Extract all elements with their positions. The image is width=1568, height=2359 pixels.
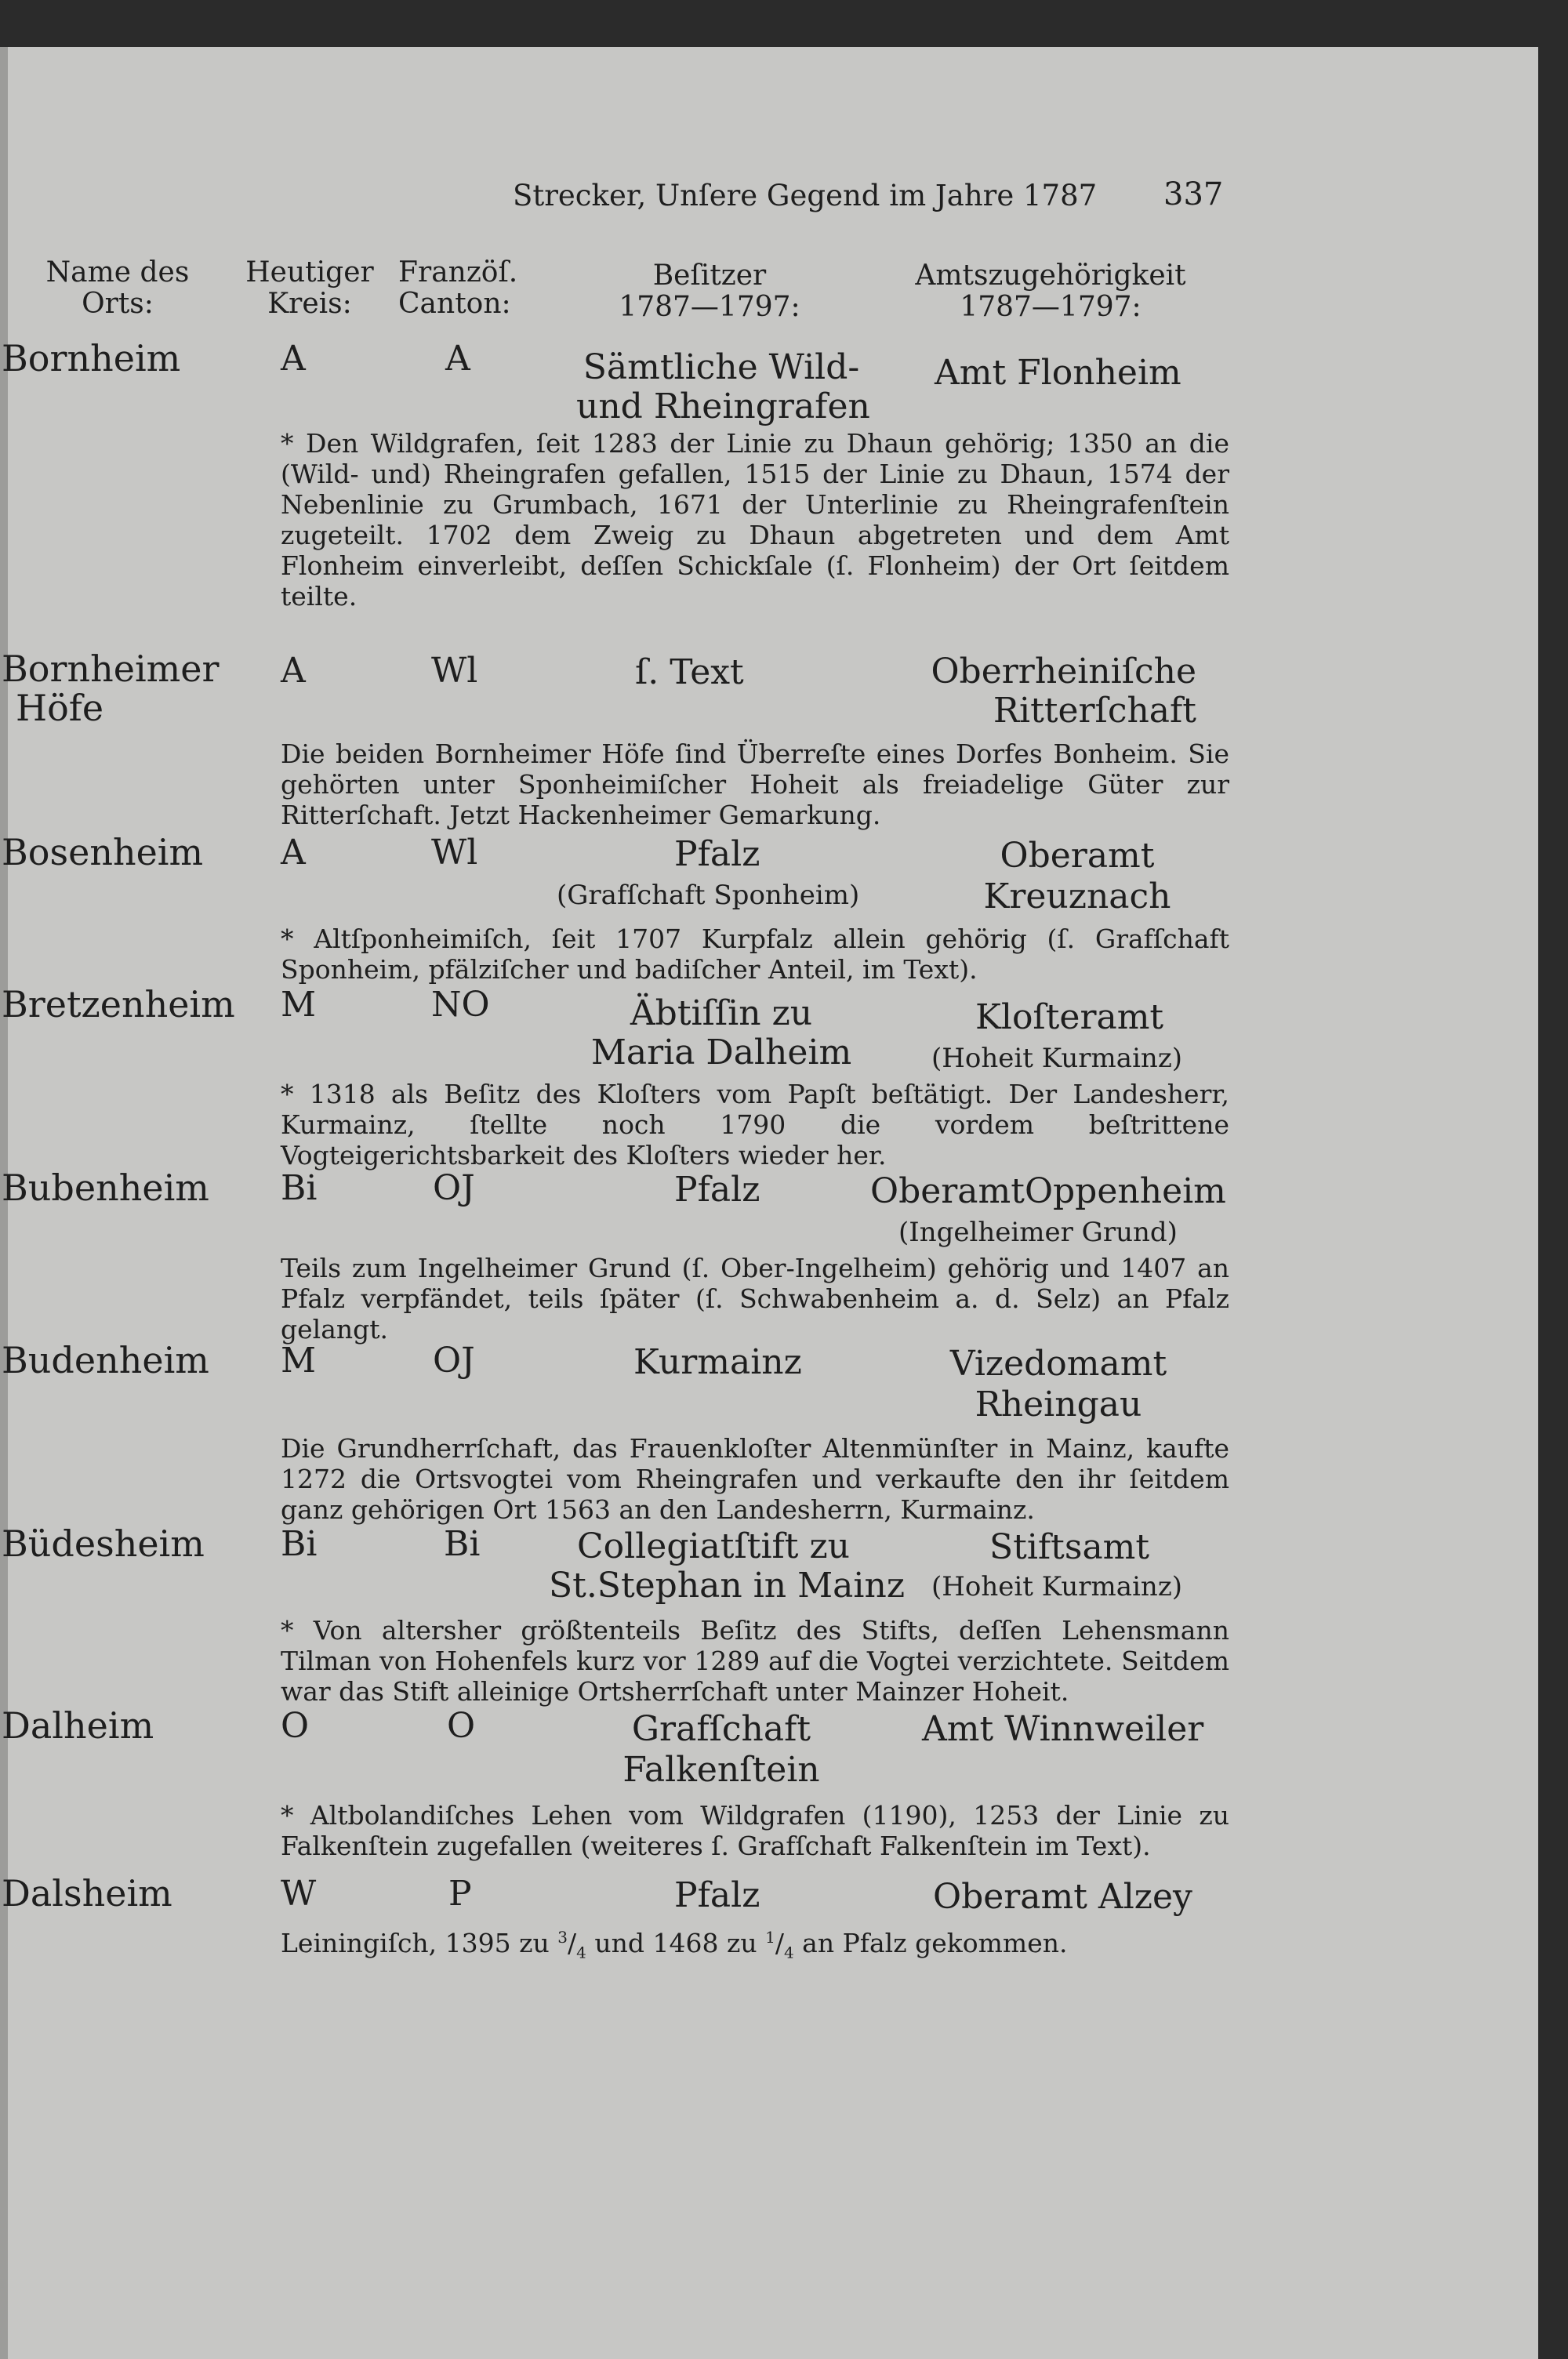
place-name: Bubenheim [2, 1167, 209, 1209]
canton-value: Bi [444, 1524, 481, 1564]
amt-detail: (Ingelheimer Grund) [898, 1217, 1178, 1248]
kreis-value: A [281, 339, 306, 379]
running-title: Strecker, Unſere Gegend im Jahre 1787 [513, 179, 1098, 212]
column-heading-canton: Franzöſ. Canton: [398, 256, 518, 320]
fraction-denominator: 4 [576, 1943, 586, 1962]
entry-description: * Von altersher größtenteils Beſitz des Stifts, deſſen Lehensmann Tilman von Hohenfels kurz vor 1289 auf die Vogtei verzichtete. Seitdem war das Stift alleinige Ortsherrſchaft unter Mainzer Hoheit. [281, 1615, 1229, 1707]
place-name: Dalheim [2, 1704, 154, 1747]
kreis-value: A [281, 833, 306, 873]
column-heading-besitzer: Beſitzer 1787—1797: [619, 259, 800, 323]
canton-value: P [448, 1874, 472, 1914]
canton-value: Wl [431, 651, 478, 691]
canton-value: OJ [433, 1168, 475, 1208]
column-heading-amt: Amtszugehörigkeit 1787—1797: [915, 259, 1186, 323]
kreis-value: Bi [281, 1168, 318, 1208]
place-name: Büdesheim [2, 1522, 205, 1565]
place-name: Bornheim [2, 337, 181, 379]
amt-value: Oberamt Kreuznach [983, 836, 1171, 916]
kreis-value: A [281, 651, 306, 691]
besitzer-value: ſ. Text [635, 652, 744, 692]
amt-value: OberamtOppenheim [870, 1171, 1226, 1211]
book-page [0, 47, 1538, 2359]
amt-value: Oberamt Alzey [933, 1877, 1192, 1917]
besitzer-value: Sämtliche Wild- und Rheingrafen [576, 347, 870, 426]
entry-description: Leiningiſch, 1395 zu $^3/_4$ und 1468 zu $^1/_4$ an Pfalz gekommen. [281, 1928, 1068, 1962]
amt-value: Vizedomamt Rheingau [949, 1344, 1167, 1424]
besitzer-value: Kurmainz [633, 1342, 802, 1382]
fraction-numerator: 3 [557, 1928, 568, 1947]
besitzer-value: Pfalz [674, 1170, 760, 1210]
amt-detail: (Hoheit Kurmainz) [931, 1043, 1183, 1074]
kreis-value: M [281, 985, 317, 1025]
place-name: Bretzenheim [2, 983, 235, 1025]
amt-value: Amt Winnweiler [922, 1709, 1204, 1749]
entry-description: * 1318 als Beſitz des Kloſters vom Papſt beſtätigt. Der Landesherr, Kurmainz, ſtellte noch 1790 die vordem beſtrittene Vogteigerichtsbarkeit des Kloſters wieder her. [281, 1079, 1229, 1170]
canton-value: OJ [433, 1341, 475, 1381]
column-heading-kreis: Heutiger Kreis: [245, 256, 374, 320]
amt-value: Kloſteramt [975, 997, 1164, 1037]
entry-description: Die beiden Bornheimer Höfe ſind Überreſte eines Dorfes Bonheim. Sie gehörten unter Sponheimiſcher Hoheit als freiadelige Güter zur Ritterſchaft. Jetzt Hackenheimer Gemarkung. [281, 739, 1229, 830]
besitzer-value: Grafſchaft Falkenſtein [622, 1709, 820, 1790]
canton-value: A [445, 339, 470, 379]
place-name: Bosenheim [2, 831, 204, 873]
place-name: Dalsheim [2, 1872, 172, 1914]
kreis-value: O [281, 1706, 310, 1746]
entry-description: Die Grundherrſchaft, das Frauenkloſter Altenmünſter in Mainz, kaufte 1272 die Ortsvogtei vom Rheingrafen und verkaufte den ihr ſeitdem ganz gehörigen Ort 1563 an den Landesherrn, Kurmainz. [281, 1433, 1229, 1525]
canton-value: NO [431, 985, 490, 1025]
besitzer-value: Äbtiſſin zu Maria Dalheim [590, 993, 852, 1072]
kreis-value: W [281, 1874, 317, 1914]
kreis-value: M [281, 1341, 317, 1381]
place-name: Bornheimer Höfe [2, 648, 220, 729]
page-number: 337 [1163, 176, 1224, 212]
canton-value: Wl [431, 833, 478, 873]
kreis-value: Bi [281, 1524, 318, 1564]
column-heading-name: Name des Orts: [45, 256, 190, 320]
amt-value: Amt Flonheim [935, 353, 1181, 393]
fraction-denominator: 4 [783, 1943, 794, 1962]
amt-value: Oberrheiniſche Ritterſchaft [931, 651, 1196, 731]
entry-description: * Den Wildgrafen, ſeit 1283 der Linie zu Dhaun gehörig; 1350 an die (Wild- und) Rheingrafen gefallen, 1515 der Linie zu Dhaun, 1574 der Nebenlinie zu Grumbach, 1671 der Unterlinie zu Rheingrafenſtein zugeteilt. 1702 dem Zweig zu Dhaun abgetreten und dem Amt Flonheim einverleibt, deſſen Schickſale (ſ. Flonheim) der Ort ſeitdem teilte. [281, 428, 1229, 612]
besitzer-value: Collegiatſtift zu St.Stephan in Mainz [549, 1526, 906, 1606]
fraction-numerator: 1 [765, 1928, 775, 1947]
entry-description: * Altbolandiſches Lehen vom Wildgrafen (1190), 1253 der Linie zu Falkenſtein zugefallen (weiteres ſ. Grafſchaft Falkenſtein im Text). [281, 1800, 1229, 1861]
besitzer-value: Pfalz [674, 1875, 760, 1915]
place-name: Budenheim [2, 1339, 209, 1381]
entry-description: Teils zum Ingelheimer Grund (ſ. Ober-Ingelheim) gehörig und 1407 an Pfalz verpfändet, teils ſpäter (ſ. Schwabenheim a. d. Selz) an Pfalz gelangt. [281, 1253, 1229, 1345]
amt-value: Stiftsamt [989, 1527, 1150, 1567]
canton-value: O [447, 1706, 476, 1746]
entry-description: * Altſponheimiſch, ſeit 1707 Kurpfalz allein gehörig (ſ. Grafſchaft Sponheim, pfälziſcher und badiſcher Anteil, im Text). [281, 924, 1229, 985]
amt-detail: (Hoheit Kurmainz) [931, 1571, 1183, 1602]
besitzer-detail: (Grafſchaft Sponheim) [557, 880, 860, 911]
besitzer-value: Pfalz [674, 834, 760, 874]
